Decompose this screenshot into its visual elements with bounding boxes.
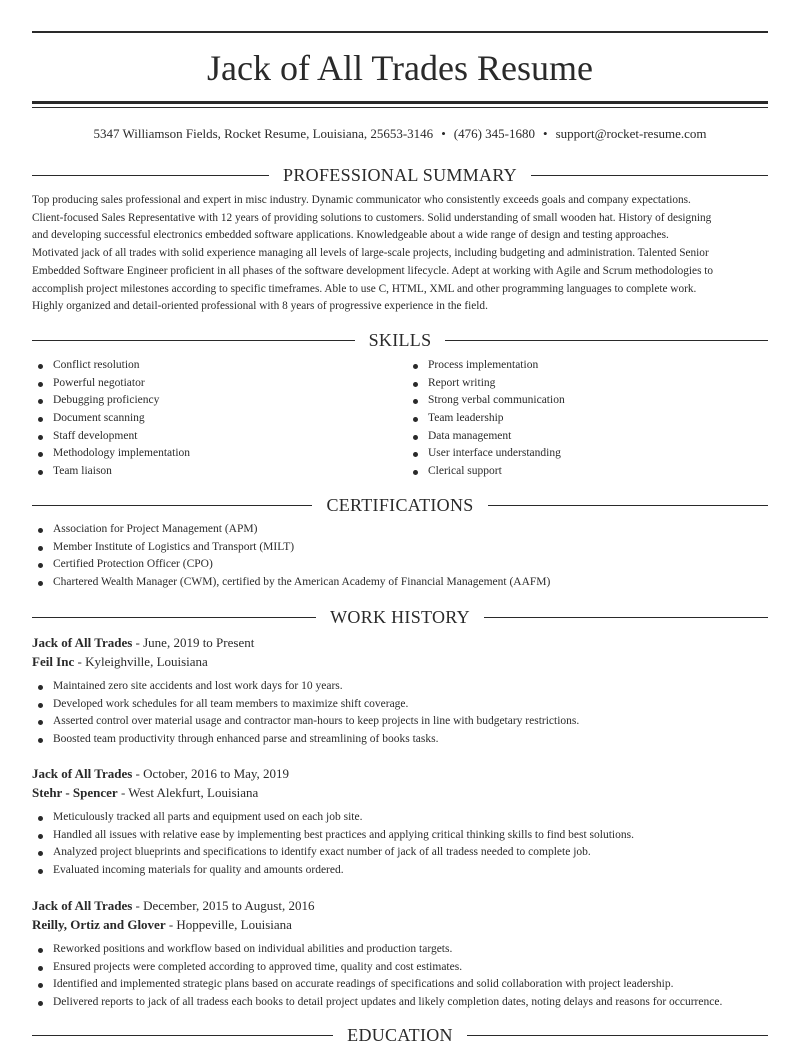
job-bullet: Boosted team productivity through enhanced parse and streamlining of books tasks. — [32, 731, 768, 749]
job-bullet: Analyzed project blueprints and specifications to identify exact number of jack of all tradess needed to complete job. — [32, 844, 768, 862]
certification-item: Member Institute of Logistics and Transport (MILT) — [32, 539, 768, 557]
skill-item: Staff development — [32, 428, 392, 446]
job-company: Stehr - Spencer — [32, 785, 118, 800]
summary-line: accomplish project milestones according to specific timeframes. Able to use C, HTML, XML and other programming languages to complete work. — [32, 282, 697, 295]
job-title-line — [32, 897, 314, 915]
heading-rule — [32, 175, 269, 176]
job-dates: - December, 2015 to August, 2016 — [132, 898, 315, 913]
skill-item: Document scanning — [32, 410, 392, 428]
title-rule-thick — [32, 101, 768, 104]
job-bullet: Ensured projects were completed according to approved time, quality and cost estimates. — [32, 959, 768, 977]
skill-item: Powerful negotiator — [32, 375, 392, 393]
skill-item: Process implementation — [407, 357, 767, 375]
skill-item: User interface understanding — [407, 445, 767, 463]
job-bullets — [32, 678, 768, 749]
skills-list-right — [407, 357, 767, 481]
contact-email[interactable]: support@rocket-resume.com — [555, 126, 707, 141]
job-title: Jack of All Trades — [32, 635, 133, 650]
skill-item: Team leadership — [407, 410, 767, 428]
section-heading-certifications — [32, 494, 768, 516]
job-bullet: Identified and implemented strategic plans based on accurate readings of specifications and solid collaboration with project leadership. — [32, 976, 768, 994]
skills-list-left — [32, 357, 392, 481]
section-title: SKILLS — [368, 329, 432, 350]
job-bullet: Handled all issues with relative ease by implementing best practices and applying critical thinking skills to find best solutions. — [32, 827, 768, 845]
section-title: EDUCATION — [347, 1024, 453, 1045]
job-bullet: Asserted control over material usage and contractor man-hours to keep projects in line with budgetary restrictions. — [32, 713, 768, 731]
job-title-line — [32, 765, 289, 783]
job-bullets — [32, 941, 768, 1012]
job-company: Feil Inc — [32, 654, 75, 669]
summary-line: Embedded Software Engineer proficient in all phases of the software development lifecycle. Adept at working with Agile and Scrum methodologies to — [32, 264, 714, 277]
certifications-list — [32, 521, 768, 592]
summary-line: Client-focused Sales Representative with 12 years of providing solutions to customers. Solid understanding of small wooden hat. History of designing — [32, 211, 712, 224]
heading-rule — [32, 617, 316, 618]
contact-phone: (476) 345-1680 — [453, 126, 535, 141]
skill-item: Team liaison — [32, 463, 392, 481]
heading-rule — [484, 617, 768, 618]
job-bullet: Delivered reports to jack of all tradess each books to detail project updates and likely completion dates, noting delays and reasons for occurrence. — [32, 994, 768, 1012]
job-bullet: Developed work schedules for all team members to maximize shift coverage. — [32, 696, 768, 714]
skill-item: Clerical support — [407, 463, 767, 481]
skill-item: Debugging proficiency — [32, 392, 392, 410]
contact-separator: • — [441, 126, 446, 141]
skill-item: Conflict resolution — [32, 357, 392, 375]
section-title: WORK HISTORY — [330, 606, 470, 627]
job-title-line — [32, 634, 254, 652]
job-company-line — [32, 653, 208, 671]
job-dates: - October, 2016 to May, 2019 — [132, 766, 290, 781]
certification-item: Association for Project Management (APM) — [32, 521, 768, 539]
title-rule-thin — [32, 107, 768, 108]
heading-rule — [32, 505, 312, 506]
skill-item: Report writing — [407, 375, 767, 393]
contact-line — [32, 125, 768, 143]
heading-rule — [445, 340, 768, 341]
section-heading-education — [32, 1024, 768, 1046]
section-title: PROFESSIONAL SUMMARY — [283, 164, 517, 185]
job-dates: - June, 2019 to Present — [132, 635, 255, 650]
job-bullet: Reworked positions and workflow based on individual abilities and production targets. — [32, 941, 768, 959]
page-title: Jack of All Trades Resume — [207, 48, 593, 88]
skill-item: Methodology implementation — [32, 445, 392, 463]
job-company-line — [32, 784, 258, 802]
certification-item: Chartered Wealth Manager (CWM), certified by the American Academy of Financial Management (AAFM) — [32, 574, 768, 592]
job-bullets — [32, 809, 768, 880]
section-heading-summary — [32, 164, 768, 186]
job-company: Reilly, Ortiz and Glover — [32, 917, 166, 932]
contact-separator: • — [543, 126, 548, 141]
job-title: Jack of All Trades — [32, 898, 133, 913]
job-company-line — [32, 916, 292, 934]
skill-item: Data management — [407, 428, 767, 446]
section-heading-work-history — [32, 606, 768, 628]
summary-line: Highly organized and detail-oriented professional with 8 years of progressive experience in the field. — [32, 300, 488, 313]
heading-rule — [488, 505, 768, 506]
job-location: - West Alekfurt, Louisiana — [117, 785, 259, 800]
job-location: - Kyleighville, Louisiana — [74, 654, 208, 669]
certification-item: Certified Protection Officer (CPO) — [32, 556, 768, 574]
heading-rule — [32, 340, 355, 341]
summary-line: Top producing sales professional and expert in misc industry. Dynamic communicator who consistently exceeds goals and company expectations. — [32, 194, 691, 206]
job-location: - Hoppeville, Louisiana — [165, 917, 292, 932]
summary-line: Motivated jack of all trades with solid experience managing all levels of large-scale projects, including budgeting and administration. Talented Senior — [32, 247, 709, 260]
summary-line: and developing successful electronics embedded software applications. Knowledgeable about a wide range of design and testing approaches. — [32, 229, 669, 242]
section-title: CERTIFICATIONS — [326, 494, 474, 515]
job-bullet: Maintained zero site accidents and lost work days for 10 years. — [32, 678, 768, 696]
top-rule — [32, 31, 768, 33]
job-bullet: Meticulously tracked all parts and equipment used on each job site. — [32, 809, 768, 827]
heading-rule — [531, 175, 768, 176]
contact-address: 5347 Williamson Fields, Rocket Resume, Louisiana, 25653-3146 — [93, 126, 434, 141]
summary-text — [32, 192, 770, 316]
job-bullet: Evaluated incoming materials for quality and amounts ordered. — [32, 862, 768, 880]
skill-item: Strong verbal communication — [407, 392, 767, 410]
job-title: Jack of All Trades — [32, 766, 133, 781]
section-heading-skills — [32, 329, 768, 351]
